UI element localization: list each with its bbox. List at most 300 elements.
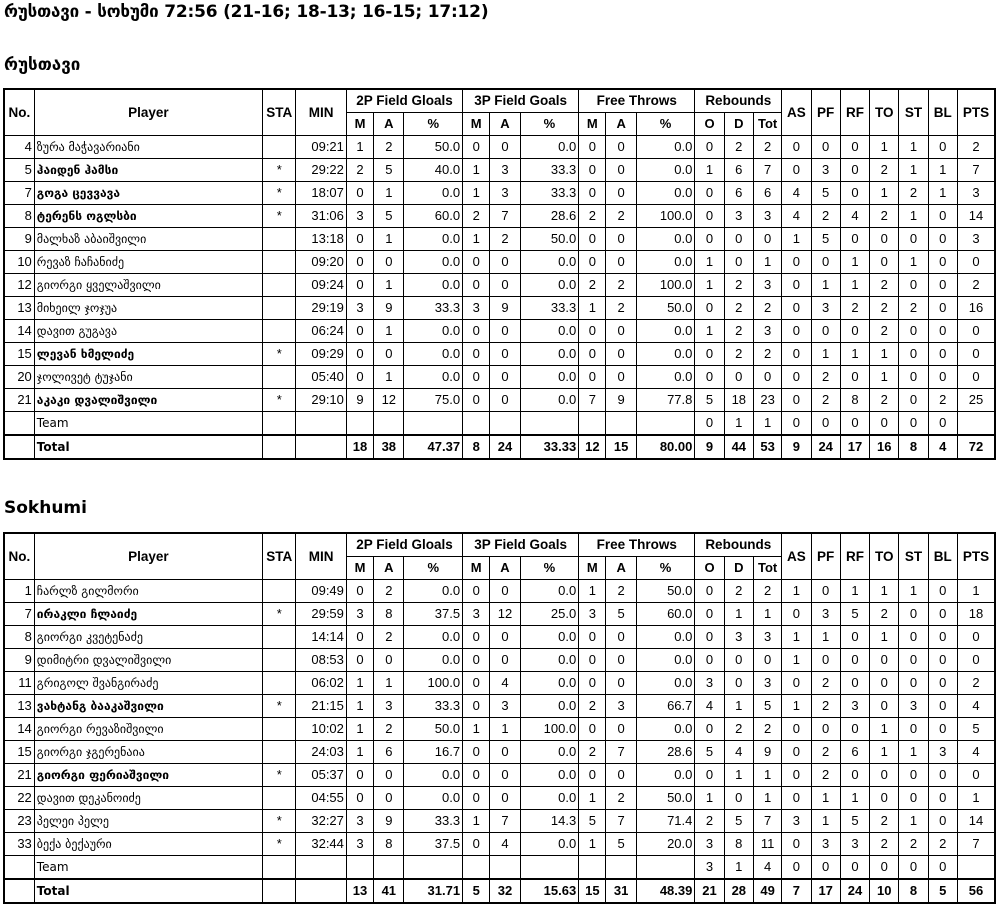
stat-fg2a: 2: [374, 718, 404, 741]
stat-st: 0: [899, 626, 928, 649]
stat-fg2p: 33.3: [404, 297, 463, 320]
player-number: 22: [4, 787, 34, 810]
stat-fg3p: 33.3: [520, 159, 579, 182]
stat-pts: 2: [957, 136, 995, 159]
stat-fg2p: 16.7: [404, 741, 463, 764]
stat-fta: 0: [606, 159, 636, 182]
stat-to: 0: [870, 672, 899, 695]
sub-header-pct: %: [520, 557, 579, 580]
player-row: [4, 649, 995, 672]
player-row: [4, 205, 995, 228]
total-fg3p: 15.63: [520, 879, 579, 903]
stat-fg2a: 2: [374, 580, 404, 603]
team-name-home: რუსთავი: [4, 55, 81, 75]
stat-fg3m: 0: [463, 343, 490, 366]
total-to: 10: [870, 879, 899, 903]
team-row-min: [296, 856, 347, 880]
stat-d: 0: [724, 787, 753, 810]
stat-ftp: 0.0: [636, 320, 695, 343]
stat-pts: 7: [957, 159, 995, 182]
stat-to: 1: [870, 182, 899, 205]
minutes-played: 10:02: [296, 718, 347, 741]
stat-fta: 0: [606, 718, 636, 741]
stat-st: 0: [899, 274, 928, 297]
stat-ftp: 0.0: [636, 182, 695, 205]
stat-fg2p: 40.0: [404, 159, 463, 182]
player-row: [4, 695, 995, 718]
total-fg2p: 31.71: [404, 879, 463, 903]
col-header-bl: BL: [928, 533, 957, 580]
stat-fg3a: 0: [490, 320, 520, 343]
stat-fg3m: 0: [463, 672, 490, 695]
player-number: 14: [4, 718, 34, 741]
stat-bl: 2: [928, 389, 957, 412]
stat-fg2m: 1: [346, 672, 373, 695]
stat-as: 0: [782, 320, 811, 343]
stat-st: 0: [899, 718, 928, 741]
stat-fg3p: 0.0: [520, 833, 579, 856]
player-number: 21: [4, 389, 34, 412]
team-row-st: 0: [899, 856, 928, 880]
boxscore-body: [4, 580, 995, 904]
stat-fg3a: 0: [490, 649, 520, 672]
stat-as: 0: [782, 389, 811, 412]
stat-to: 2: [870, 159, 899, 182]
stat-st: 0: [899, 343, 928, 366]
stat-fg3p: 33.3: [520, 297, 579, 320]
stat-fta: 7: [606, 741, 636, 764]
player-name: გოგა ცევვავა: [34, 182, 262, 205]
stat-ftp: 100.0: [636, 205, 695, 228]
starter-mark: *: [263, 833, 296, 856]
stat-d: 5: [724, 810, 753, 833]
stat-rf: 2: [840, 297, 869, 320]
team-row-bl: 0: [928, 412, 957, 436]
stat-fg2p: 0.0: [404, 626, 463, 649]
stat-fg2m: 0: [346, 274, 373, 297]
stat-fta: 9: [606, 389, 636, 412]
stat-fg3p: 0.0: [520, 695, 579, 718]
stat-fg3a: 7: [490, 810, 520, 833]
stat-ftp: 20.0: [636, 833, 695, 856]
stat-o: 1: [695, 251, 724, 274]
minutes-played: 24:03: [296, 741, 347, 764]
stat-fta: 0: [606, 320, 636, 343]
team-row-fg3p: [520, 856, 579, 880]
minutes-played: 06:02: [296, 672, 347, 695]
stat-to: 1: [870, 343, 899, 366]
minutes-played: 13:18: [296, 228, 347, 251]
total-row: [4, 435, 995, 459]
team-row-fta: [606, 856, 636, 880]
stat-bl: 0: [928, 764, 957, 787]
team-row-min: [296, 412, 347, 436]
stat-fg3m: 0: [463, 626, 490, 649]
stat-fg3p: 100.0: [520, 718, 579, 741]
stat-pts: 14: [957, 205, 995, 228]
sub-header-pct: %: [636, 557, 695, 580]
stat-to: 0: [870, 764, 899, 787]
player-row: [4, 718, 995, 741]
stat-fg2m: 3: [346, 603, 373, 626]
stat-pf: 2: [811, 366, 840, 389]
total-fg2a: 41: [374, 879, 404, 903]
stat-fta: 0: [606, 649, 636, 672]
stat-pts: 0: [957, 320, 995, 343]
total-row-number: [4, 879, 34, 903]
stat-fta: 0: [606, 764, 636, 787]
stat-pts: 0: [957, 649, 995, 672]
col-header-to: TO: [870, 89, 899, 136]
stat-pf: 1: [811, 810, 840, 833]
team-row-fg2m: [346, 856, 373, 880]
stat-to: 1: [870, 718, 899, 741]
col-header-2p: 2P Field Gloals: [346, 89, 462, 113]
stat-fg2m: 3: [346, 810, 373, 833]
col-header-st: ST: [899, 89, 928, 136]
stat-tot: 3: [753, 320, 781, 343]
stat-d: 0: [724, 649, 753, 672]
stat-bl: 0: [928, 695, 957, 718]
player-name: პელეი პელე: [34, 810, 262, 833]
stat-tot: 3: [753, 274, 781, 297]
stat-as: 0: [782, 672, 811, 695]
stat-fta: 7: [606, 810, 636, 833]
sub-header-pct: %: [404, 113, 463, 136]
stat-to: 2: [870, 833, 899, 856]
stat-as: 0: [782, 741, 811, 764]
player-name: გიორგი კვეტენაძე: [34, 626, 262, 649]
stat-to: 0: [870, 228, 899, 251]
stat-pts: 0: [957, 343, 995, 366]
player-name: გრიგოლ შვანგირაძე: [34, 672, 262, 695]
stat-st: 1: [899, 741, 928, 764]
stat-fg2p: 0.0: [404, 320, 463, 343]
stat-ftm: 7: [579, 389, 606, 412]
stat-st: 2: [899, 833, 928, 856]
col-header-sta: STA: [263, 89, 296, 136]
stat-to: 2: [870, 274, 899, 297]
stat-rf: 1: [840, 343, 869, 366]
sub-header-a: A: [490, 557, 520, 580]
stat-pts: 0: [957, 251, 995, 274]
stat-tot: 5: [753, 695, 781, 718]
stat-fg3p: 0.0: [520, 764, 579, 787]
stat-fg2p: 33.3: [404, 810, 463, 833]
stat-fta: 5: [606, 833, 636, 856]
stat-fta: 0: [606, 672, 636, 695]
stat-bl: 1: [928, 182, 957, 205]
stat-as: 0: [782, 787, 811, 810]
stat-tot: 2: [753, 718, 781, 741]
stat-o: 0: [695, 649, 724, 672]
boxscore-body: [4, 136, 995, 460]
stat-pts: 0: [957, 626, 995, 649]
stat-as: 3: [782, 810, 811, 833]
sub-header-m: M: [346, 113, 373, 136]
stat-pf: 1: [811, 343, 840, 366]
stat-ftp: 0.0: [636, 228, 695, 251]
stat-fg3m: 2: [463, 205, 490, 228]
team-row-fg2p: [404, 856, 463, 880]
stat-fg3a: 12: [490, 603, 520, 626]
player-name: ირაკლი ჩლაიძე: [34, 603, 262, 626]
stat-to: 1: [870, 626, 899, 649]
stat-st: 0: [899, 366, 928, 389]
player-number: 15: [4, 741, 34, 764]
stat-fg2p: 0.0: [404, 251, 463, 274]
stat-fg2p: 0.0: [404, 274, 463, 297]
sub-header-a: A: [606, 113, 636, 136]
stat-bl: 0: [928, 580, 957, 603]
stat-fg3m: 0: [463, 580, 490, 603]
stat-fg2p: 0.0: [404, 228, 463, 251]
stat-o: 0: [695, 297, 724, 320]
total-tot: 49: [753, 879, 781, 903]
stat-fg2a: 9: [374, 297, 404, 320]
stat-fg2m: 0: [346, 251, 373, 274]
stat-pts: 1: [957, 787, 995, 810]
stat-o: 0: [695, 136, 724, 159]
player-name: რევაზ ჩაჩანიძე: [34, 251, 262, 274]
starter-mark: *: [263, 764, 296, 787]
team-row-tot: 4: [753, 856, 781, 880]
stat-fg2a: 5: [374, 205, 404, 228]
stat-as: 1: [782, 228, 811, 251]
stat-to: 0: [870, 695, 899, 718]
player-row: [4, 228, 995, 251]
team-row-fg2p: [404, 412, 463, 436]
stat-fg2m: 1: [346, 136, 373, 159]
total-fg2m: 18: [346, 435, 373, 459]
stat-fg2a: 9: [374, 810, 404, 833]
minutes-played: 04:55: [296, 787, 347, 810]
stat-tot: 0: [753, 228, 781, 251]
team-row-to: 0: [870, 856, 899, 880]
stat-fta: 2: [606, 205, 636, 228]
stat-o: 1: [695, 787, 724, 810]
stat-o: 0: [695, 764, 724, 787]
stat-ftm: 0: [579, 136, 606, 159]
team-row-sta: [263, 412, 296, 436]
total-fg2p: 47.37: [404, 435, 463, 459]
stat-st: 0: [899, 228, 928, 251]
stat-bl: 0: [928, 274, 957, 297]
sub-header-m: M: [579, 557, 606, 580]
total-row-label: Total: [34, 435, 262, 459]
total-pf: 24: [811, 435, 840, 459]
stat-d: 3: [724, 626, 753, 649]
stat-d: 2: [724, 580, 753, 603]
stat-fta: 2: [606, 297, 636, 320]
total-row-number: [4, 435, 34, 459]
stat-fg2a: 0: [374, 343, 404, 366]
total-pf: 17: [811, 879, 840, 903]
starter-mark: [263, 366, 296, 389]
stat-pf: 1: [811, 626, 840, 649]
stat-bl: 0: [928, 787, 957, 810]
stat-d: 1: [724, 603, 753, 626]
stat-o: 5: [695, 741, 724, 764]
team-row-fg3m: [463, 412, 490, 436]
stat-tot: 3: [753, 626, 781, 649]
stat-fg3p: 28.6: [520, 205, 579, 228]
stat-fg3a: 0: [490, 787, 520, 810]
total-d: 44: [724, 435, 753, 459]
player-row: [4, 182, 995, 205]
stat-fg3p: 14.3: [520, 810, 579, 833]
col-header-pf: PF: [811, 533, 840, 580]
player-number: 9: [4, 649, 34, 672]
total-row: [4, 879, 995, 903]
stat-fg3p: 0.0: [520, 274, 579, 297]
stat-fg2m: 0: [346, 626, 373, 649]
stat-fg3a: 3: [490, 695, 520, 718]
player-name: დიმიტრი დვალიშვილი: [34, 649, 262, 672]
team-row-as: 0: [782, 412, 811, 436]
stat-st: 1: [899, 136, 928, 159]
player-name: გიორგი ყველაშვილი: [34, 274, 262, 297]
stat-ftp: 50.0: [636, 297, 695, 320]
stat-fg2a: 1: [374, 366, 404, 389]
stat-fta: 2: [606, 580, 636, 603]
stat-fg2m: 0: [346, 182, 373, 205]
stat-ftp: 0.0: [636, 159, 695, 182]
minutes-played: 29:22: [296, 159, 347, 182]
player-row: [4, 580, 995, 603]
stat-fta: 0: [606, 343, 636, 366]
stat-as: 0: [782, 833, 811, 856]
stat-fg3p: 0.0: [520, 649, 579, 672]
starter-mark: [263, 787, 296, 810]
player-name: ბექა ბექაური: [34, 833, 262, 856]
team-name-away: Sokhumi: [4, 498, 87, 518]
stat-pf: 3: [811, 833, 840, 856]
stat-bl: 0: [928, 366, 957, 389]
sub-header-d: D: [724, 113, 753, 136]
starter-mark: [263, 718, 296, 741]
stat-pf: 0: [811, 580, 840, 603]
stat-fg3p: 25.0: [520, 603, 579, 626]
stat-fg3m: 0: [463, 833, 490, 856]
col-header-reb: Rebounds: [695, 533, 782, 557]
team-row-label: Team: [34, 856, 262, 880]
col-header-as: AS: [782, 89, 811, 136]
stat-tot: 0: [753, 649, 781, 672]
stat-fg3p: 0.0: [520, 389, 579, 412]
starter-mark: *: [263, 205, 296, 228]
stat-fg3p: 0.0: [520, 787, 579, 810]
total-bl: 4: [928, 435, 957, 459]
player-row: [4, 159, 995, 182]
stat-ftm: 2: [579, 741, 606, 764]
stat-fta: 5: [606, 603, 636, 626]
stat-bl: 1: [928, 159, 957, 182]
stat-to: 1: [870, 580, 899, 603]
stat-fg3m: 0: [463, 764, 490, 787]
stat-pts: 16: [957, 297, 995, 320]
stat-to: 2: [870, 297, 899, 320]
stat-st: 0: [899, 603, 928, 626]
team-row-to: 0: [870, 412, 899, 436]
player-number: 1: [4, 580, 34, 603]
stat-to: 1: [870, 366, 899, 389]
stat-st: 2: [899, 182, 928, 205]
stat-fg2p: 0.0: [404, 649, 463, 672]
player-name: გიორგი ფერიაშვილი: [34, 764, 262, 787]
stat-fg3a: 7: [490, 205, 520, 228]
minutes-played: 21:15: [296, 695, 347, 718]
starter-mark: *: [263, 159, 296, 182]
stat-ftm: 0: [579, 159, 606, 182]
stat-fg2p: 0.0: [404, 343, 463, 366]
team-row-pts: [957, 856, 995, 880]
boxscore-table-away: [3, 532, 996, 904]
col-header-sta: STA: [263, 533, 296, 580]
stat-d: 1: [724, 695, 753, 718]
stat-o: 0: [695, 603, 724, 626]
stat-st: 1: [899, 580, 928, 603]
stat-d: 2: [724, 343, 753, 366]
player-name: დავით დეკანოიძე: [34, 787, 262, 810]
stat-fg2p: 33.3: [404, 695, 463, 718]
player-number: 10: [4, 251, 34, 274]
stat-fta: 0: [606, 182, 636, 205]
stat-fta: 0: [606, 366, 636, 389]
stat-rf: 0: [840, 764, 869, 787]
minutes-played: 32:44: [296, 833, 347, 856]
stat-fg2m: 1: [346, 718, 373, 741]
stat-fg2a: 0: [374, 649, 404, 672]
stat-pf: 2: [811, 389, 840, 412]
player-row: [4, 251, 995, 274]
minutes-played: 05:37: [296, 764, 347, 787]
stat-rf: 1: [840, 787, 869, 810]
stat-o: 0: [695, 205, 724, 228]
stat-pts: 0: [957, 366, 995, 389]
total-fg2m: 13: [346, 879, 373, 903]
stat-bl: 0: [928, 136, 957, 159]
player-number: 13: [4, 695, 34, 718]
player-row: [4, 136, 995, 159]
stat-rf: 8: [840, 389, 869, 412]
col-header-rf: RF: [840, 533, 869, 580]
stat-fg2m: 1: [346, 741, 373, 764]
stat-bl: 2: [928, 833, 957, 856]
player-name: მალხაზ აბაიშვილი: [34, 228, 262, 251]
stat-fg3a: 0: [490, 366, 520, 389]
stat-st: 1: [899, 810, 928, 833]
team-row-ftm: [579, 856, 606, 880]
stat-fg3p: 0.0: [520, 626, 579, 649]
sub-header-a: A: [374, 557, 404, 580]
stat-fg2m: 0: [346, 366, 373, 389]
team-row-fg3p: [520, 412, 579, 436]
stat-ftm: 2: [579, 205, 606, 228]
stat-fg3a: 9: [490, 297, 520, 320]
stat-bl: 0: [928, 228, 957, 251]
starter-mark: [263, 274, 296, 297]
stat-fg3p: 0.0: [520, 320, 579, 343]
total-fg3a: 32: [490, 879, 520, 903]
stat-d: 3: [724, 205, 753, 228]
stat-fg3p: 50.0: [520, 228, 579, 251]
total-pts: 56: [957, 879, 995, 903]
player-row: [4, 810, 995, 833]
stat-fg2m: 3: [346, 833, 373, 856]
player-name: ვახტანგ ბააკაშვილი: [34, 695, 262, 718]
stat-fg2a: 5: [374, 159, 404, 182]
